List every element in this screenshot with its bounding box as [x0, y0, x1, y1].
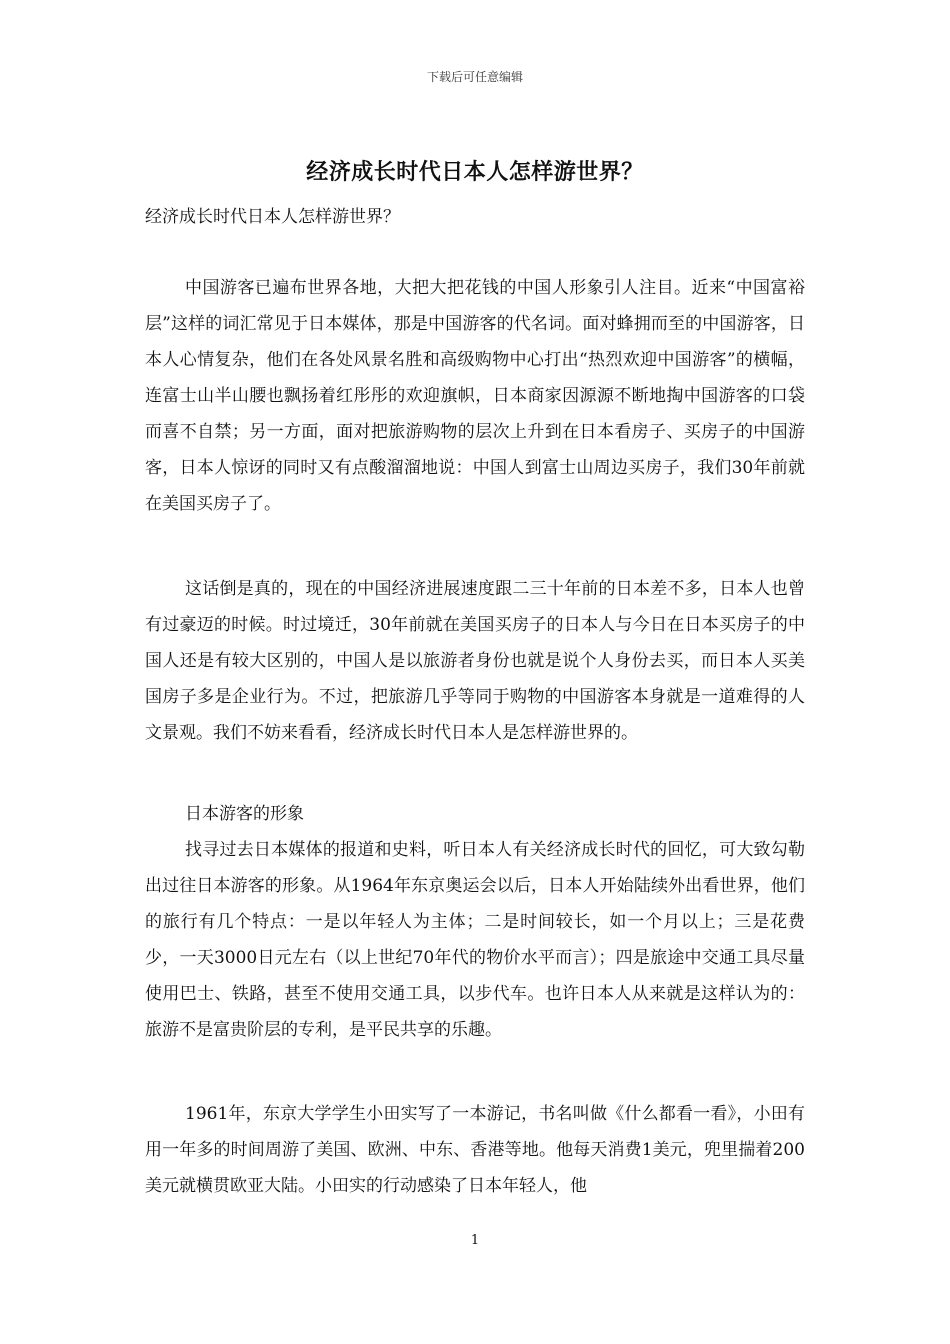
document-subtitle: 经济成长时代日本人怎样游世界？ — [145, 207, 400, 227]
page-number: 1 — [470, 1233, 480, 1248]
page-header: 下载后可任意编辑 — [426, 70, 523, 84]
paragraph-tourist-image: 找寻过去日本媒体的报道和史料，听日本人有关经济成长时代的回忆，可大致勾勒出过往日本游客的形象。从1964年东京奥运会以后，日本人开始陆续外出看世界，他们的旅行有几个特点：一是以年轻人为主体；二是时间较长，如一个月以上；三是花费少，一天3000日元左右（以上世纪70年代的物价水平而言）；四是旅途中交通工具尽量使用巴士、铁路，甚至不使用交通工具，以步代车。也许日本人从来就是这样认为的：旅游不是富贵阶层的专利，是平民共享的乐趣。 — [145, 840, 805, 1040]
document-title: 经济成长时代日本人怎样游世界？ — [306, 160, 644, 185]
paragraph-oda-makoto: 1961年，东京大学学生小田实写了一本游记，书名叫做《什么都看一看》，小田有用一年多的时间周游了美国、欧洲、中东、香港等地。他每天消费1美元，兜里揣着200美元就横贯欧亚大陆。小田实的行动感染了日本年轻人，他 — [145, 1104, 805, 1196]
paragraph-intro: 中国游客已遍布世界各地，大把大把花钱的中国人形象引人注目。近来“中国富裕层”这样的词汇常见于日本媒体，那是中国游客的代名词。面对蜂拥而至的中国游客，日本人心情复杂，他们在各处风景名胜和高级购物中心打出“热烈欢迎中国游客”的横幅，连富士山半山腰也飘扬着红彤彤的欢迎旗帜，日本商家因源源不断地掏中国游客的口袋而喜不自禁；另一方面，面对把旅游购物的层次上升到在日本看房子、买房子的中国游客，日本人惊讶的同时又有点酸溜溜地说：中国人到富士山周边买房子，我们30年前就在美国买房子了。 — [145, 278, 805, 514]
section-heading: 日本游客的形象 — [185, 804, 304, 824]
paragraph-background: 这话倒是真的，现在的中国经济进展速度跟二三十年前的日本差不多，日本人也曾有过豪迈的时候。时过境迁，30年前就在美国买房子的日本人与今日在日本买房子的中国人还是有较大区别的，中国人是以旅游者身份也就是说个人身份去买，而日本人买美国房子多是企业行为。不过，把旅游几乎等同于购物的中国游客本身就是一道难得的人文景观。我们不妨来看看，经济成长时代日本人是怎样游世界的。 — [145, 579, 805, 743]
